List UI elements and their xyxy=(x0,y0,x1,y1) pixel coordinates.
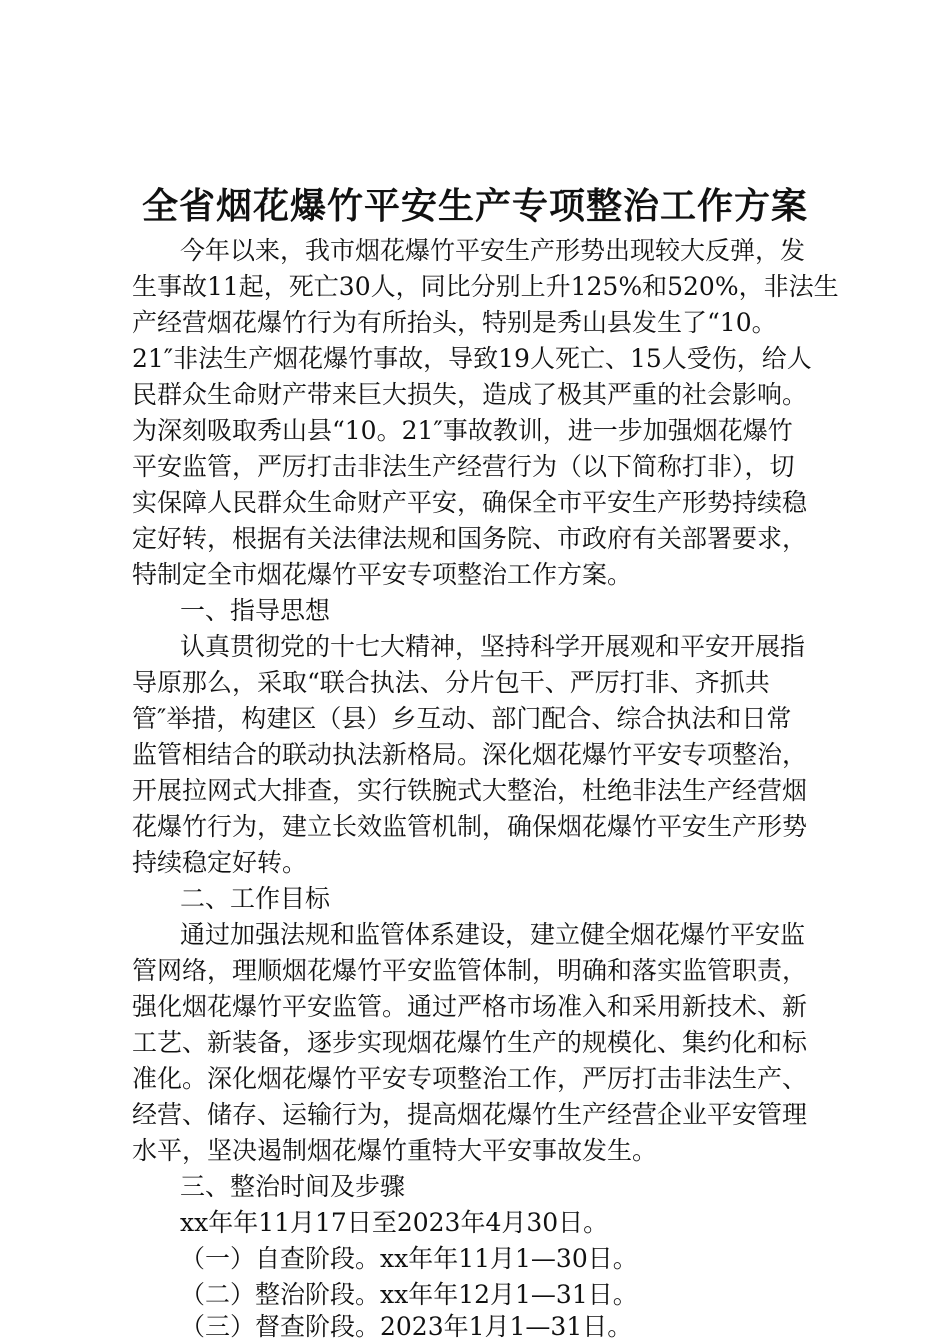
paragraph-line: 今年以来，我市烟花爆竹平安生产形势出现较大反弹，发 xyxy=(180,236,806,265)
paragraph-line: 强化烟花爆竹平安监管。通过严格市场准入和采用新技术、新 xyxy=(132,992,808,1021)
paragraph-line: 管″举措，构建区（县）乡互动、部门配合、综合执法和日常 xyxy=(132,704,792,733)
paragraph-line: 民群众生命财产带来巨大损失，造成了极其严重的社会影响。 xyxy=(132,380,808,409)
paragraph-line: 平安监管，严厉打击非法生产经营行为（以下简称打非），切 xyxy=(132,452,795,481)
paragraph-line: 持续稳定好转。 xyxy=(132,848,308,877)
paragraph-line: 开展拉网式大排查，实行铁腕式大整治，杜绝非法生产经营烟 xyxy=(132,776,808,805)
paragraph-line: 定好转，根据有关法律法规和国务院、市政府有关部署要求， xyxy=(132,524,808,553)
paragraph-line: 实保障人民群众生命财产平安，确保全市平安生产形势持续稳 xyxy=(132,488,808,517)
paragraph-line: 水平，坚决遏制烟花爆竹重特大平安事故发生。 xyxy=(132,1136,658,1165)
section-heading: 二、工作目标 xyxy=(180,884,331,913)
document-title: 全省烟花爆竹平安生产专项整治工作方案 xyxy=(141,185,808,227)
schedule-line: xx年年11月17日至2023年4月30日。 xyxy=(180,1208,609,1237)
paragraph-line: 21″非法生产烟花爆竹事故，导致19人死亡、15人受伤，给人 xyxy=(132,344,812,373)
paragraph-line: 认真贯彻党的十七大精神，坚持科学开展观和平安开展指 xyxy=(180,632,806,661)
paragraph-line: 经营、储存、运输行为，提高烟花爆竹生产经营企业平安管理 xyxy=(132,1100,808,1129)
paragraph-line: 准化。深化烟花爆竹平安专项整治工作，严厉打击非法生产、 xyxy=(132,1064,808,1093)
paragraph-line: 管网络，理顺烟花爆竹平安监管体制，明确和落实监管职责， xyxy=(132,956,808,985)
paragraph-line: 花爆竹行为，建立长效监管机制，确保烟花爆竹平安生产形势 xyxy=(132,812,808,841)
section-heading: 三、整治时间及步骤 xyxy=(180,1172,406,1201)
paragraph-line: 通过加强法规和监管体系建设，建立健全烟花爆竹平安监 xyxy=(180,920,806,949)
paragraph-line: 为深刻吸取秀山县“10。21″事故教训，进一步加强烟花爆竹 xyxy=(132,416,793,445)
schedule-line: （二）整治阶段。xx年年12月1—31日。 xyxy=(180,1280,638,1309)
schedule-line: （一）自查阶段。xx年年11月1—30日。 xyxy=(180,1244,638,1273)
paragraph-line: 特制定全市烟花爆竹平安专项整治工作方案。 xyxy=(132,560,633,589)
paragraph-line: 监管相结合的联动执法新格局。深化烟花爆竹平安专项整治， xyxy=(132,740,808,769)
paragraph-line: 产经营烟花爆竹行为有所抬头，特别是秀山县发生了“10。 xyxy=(132,308,777,337)
schedule-line: （三）督查阶段。2023年1月1—31日。 xyxy=(180,1312,633,1341)
paragraph-line: 生事故11起，死亡30人，同比分别上升125%和520%，非法生 xyxy=(132,272,839,301)
section-heading: 一、指导思想 xyxy=(180,596,331,625)
paragraph-line: 导原那么，采取“联合执法、分片包干、严厉打非、齐抓共 xyxy=(132,668,770,697)
paragraph-line: 工艺、新装备，逐步实现烟花爆竹生产的规模化、集约化和标 xyxy=(132,1028,808,1057)
